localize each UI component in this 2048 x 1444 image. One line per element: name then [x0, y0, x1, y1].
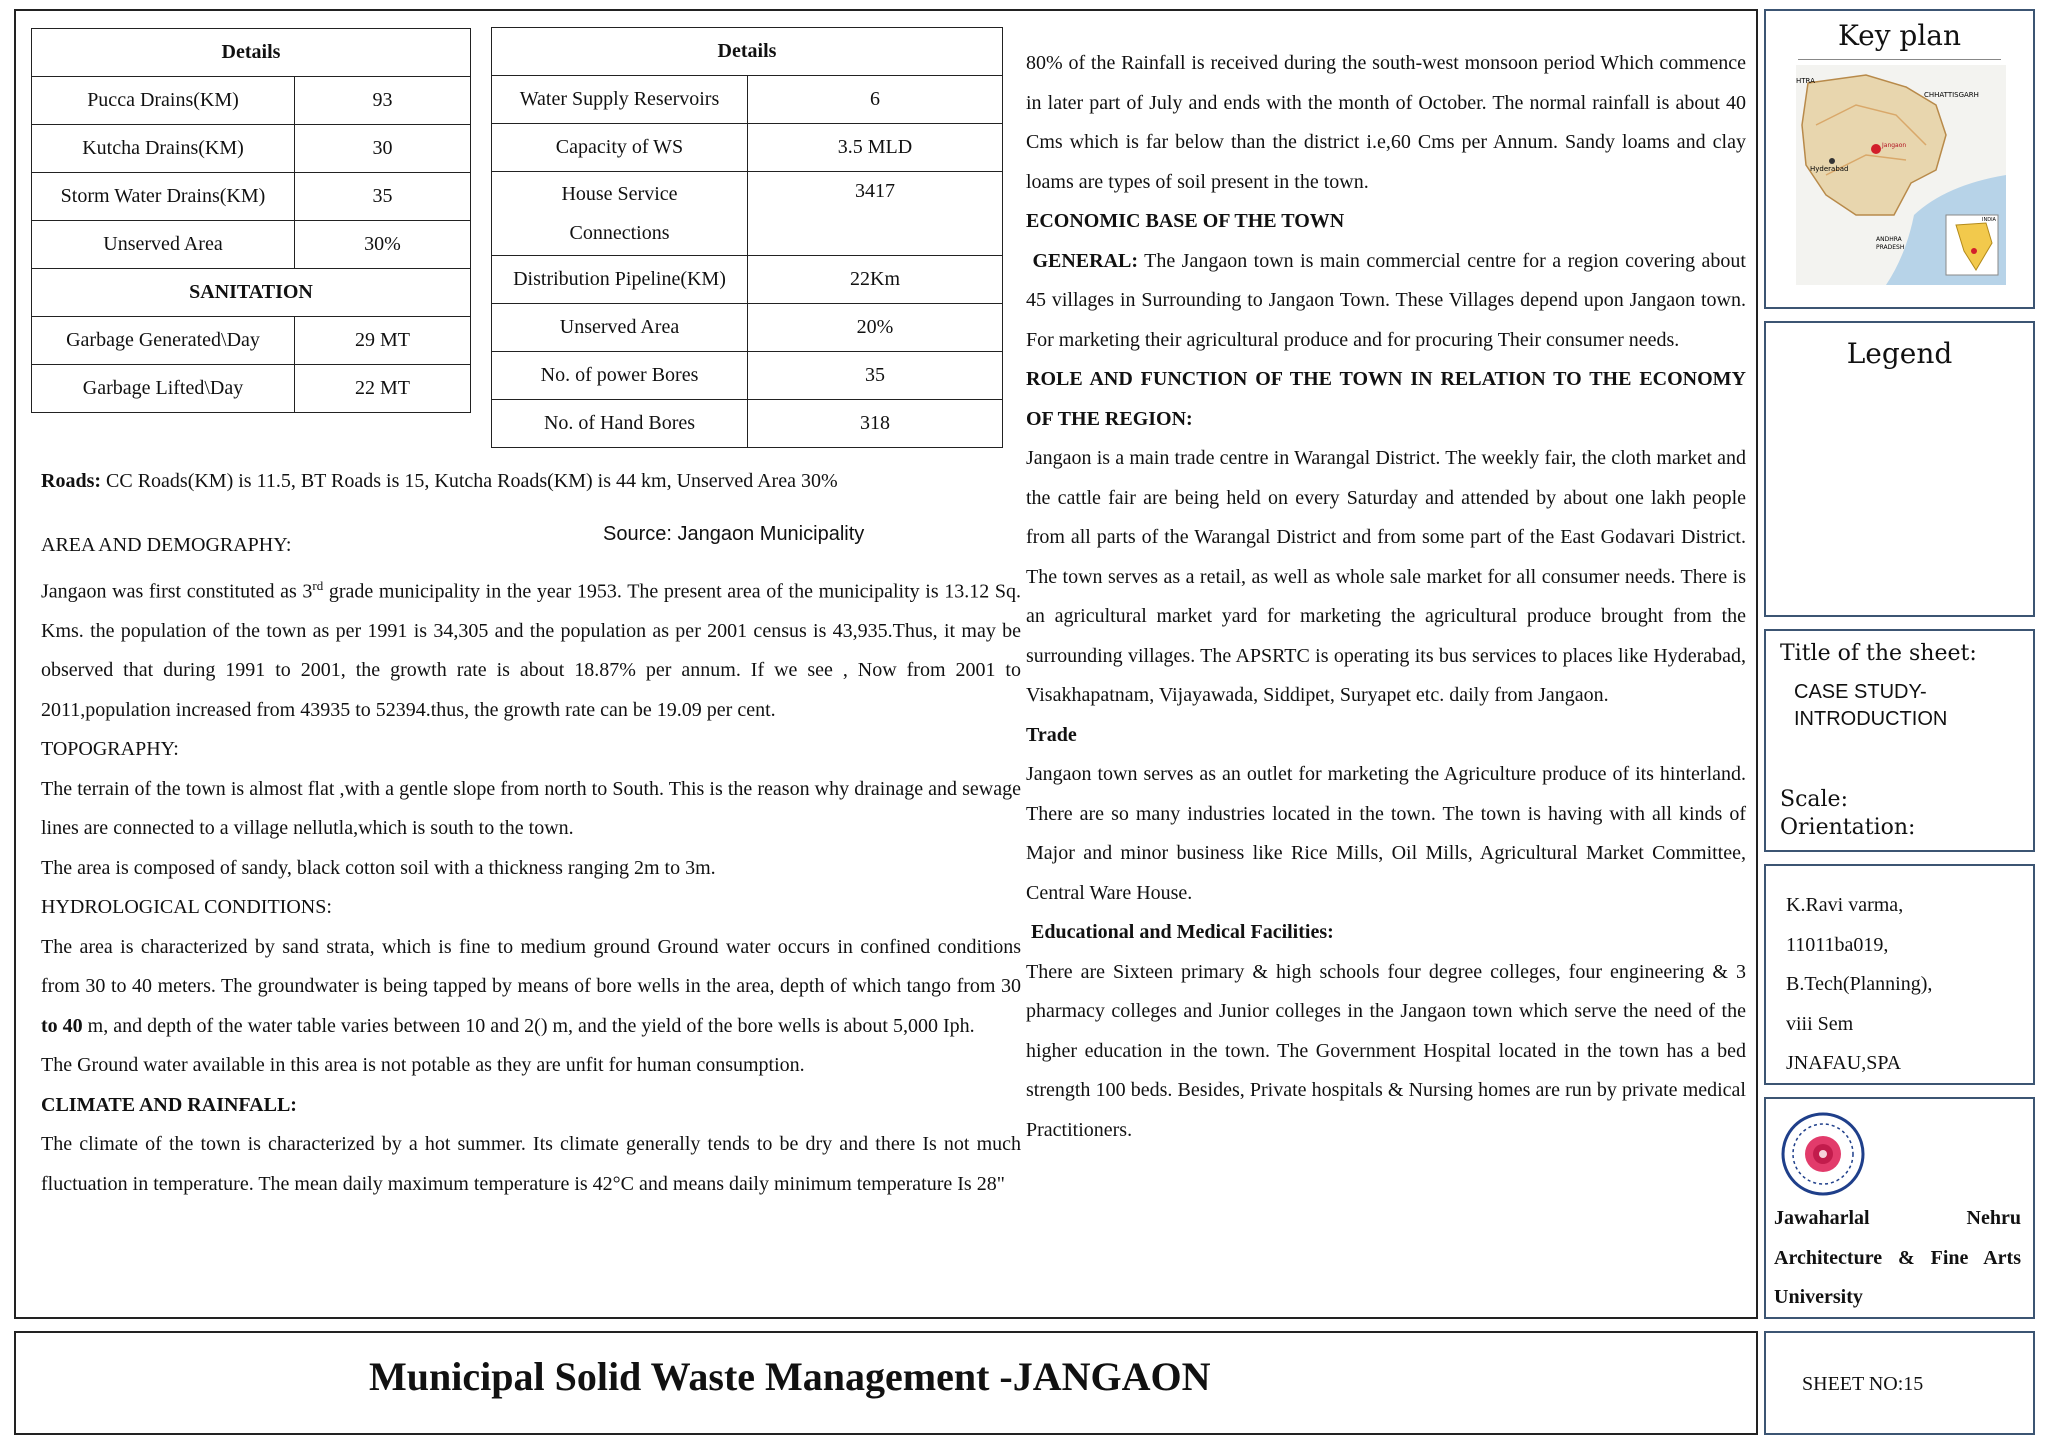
orientation-label: Orientation:: [1780, 815, 1916, 840]
university-name: Jawaharlal Nehru Architecture & Fine Arts University: [1774, 1207, 2021, 1308]
university-logo: [1780, 1111, 1866, 1197]
svg-text:PRADESH: PRADESH: [1876, 244, 1905, 251]
sanitation-header: SANITATION: [32, 269, 471, 317]
sheet-title-box: [1764, 629, 2035, 852]
rainfall-paragraph: 80% of the Rainfall is received during the south-west monsoon period Which commence in later part of July and ends with the month of October. The normal rainfall is about 40 Cms which is far below than the district i.e,60 Cms per Annum. Sandy loams and clay loams are types of soil present in the town.: [1026, 52, 1746, 193]
table-row: House Service Connections 3417: [492, 172, 1003, 256]
svg-text:INDIA: INDIA: [1982, 217, 1996, 223]
right-column-text: [1026, 44, 1746, 1150]
author-details: K.Ravi varma, 11011ba019, B.Tech(Planning), viii Sem JNAFAU,SPA: [1786, 894, 1933, 1074]
economic-base-heading: ECONOMIC BASE OF THE TOWN: [1026, 210, 1345, 232]
svg-text:Hyderabad: Hyderabad: [1810, 165, 1849, 173]
groundwater-paragraph: The Ground water available in this area is not potable as they are unfit for human consumption.: [41, 1054, 805, 1077]
telangana-key-map: [1796, 65, 2006, 285]
main-title: Municipal Solid Waste Management -JANGAON: [369, 1354, 1211, 1399]
legend-title: Legend: [1846, 337, 1953, 370]
table-row: Garbage Generated\Day 29 MT: [32, 317, 471, 365]
source-note: Source: Jangaon Municipality: [603, 523, 865, 545]
svg-text:CHHATTISGARH: CHHATTISGARH: [1924, 91, 1979, 99]
role-function-heading: ROLE AND FUNCTION OF THE TOWN IN RELATION TO THE ECONOMY OF THE REGION:: [1026, 368, 1746, 430]
role-paragraph: Jangaon is a main trade centre in Warangal District. The weekly fair, the cloth market and the cattle fair are being held on every Saturday and attended by about one lakh people from all parts of the Warangal District and from some part of the East Godavari District. The town serves as a retail, as well as whole sale market for all consumer needs. There is an agricultural market yard for marketing the agricultural produce brought from the surrounding villages. The APSRTC is operating its bus services to places like Hyderabad, Visakhapatnam, Vijayawada, Siddipet, Suryapet etc. daily from Jangaon.: [1026, 447, 1746, 706]
table-row: Garbage Lifted\Day 22 MT: [32, 365, 471, 413]
area-heading: AREA AND DEMOGRAPHY:: [41, 534, 292, 556]
key-plan-box: [1764, 9, 2035, 309]
table-row: Unserved Area 20%: [492, 304, 1003, 352]
scale-label: Scale:: [1780, 787, 1848, 812]
topography-paragraph: The terrain of the town is almost flat ,with a gentle slope from north to South. This is the reason why drainage and sewage lines are connected to a village nellutla,which is south to the town.: [41, 777, 1021, 840]
table-header: Details: [492, 28, 1003, 76]
author-box: [1764, 864, 2035, 1085]
left-column-text: [41, 526, 1021, 1204]
climate-paragraph: The climate of the town is characterized by a hot summer. Its climate generally tends to be dry and there Is not much fluctuation in temperature. The mean daily maximum temperature is 42°C and means daily minimum temperature Is 28": [41, 1133, 1021, 1195]
table-row: No. of Hand Bores 318: [492, 400, 1003, 448]
sheet-number: SHEET NO:15: [1802, 1373, 1924, 1395]
svg-text:ANDHRA: ANDHRA: [1876, 236, 1902, 243]
legend-box: [1764, 321, 2035, 617]
table-row: No. of power Bores 35: [492, 352, 1003, 400]
table-row: Distribution Pipeline(KM) 22Km: [492, 256, 1003, 304]
topography-heading: TOPOGRAPHY:: [41, 738, 179, 761]
soil-paragraph: The area is composed of sandy, black cotton soil with a thickness ranging 2m to 3m.: [41, 856, 716, 879]
table-row: Capacity of WS 3.5 MLD: [492, 124, 1003, 172]
drainage-sanitation-table: [31, 28, 471, 413]
hydrology-heading: HYDROLOGICAL CONDITIONS:: [41, 896, 332, 919]
table-row: Storm Water Drains(KM) 35: [32, 173, 471, 221]
trade-heading: Trade: [1026, 723, 1077, 746]
area-paragraph: Jangaon was first constituted as 3rd grade municipality in the year 1953. The present area of the municipality is 13.12 Sq. Kms. the population of the town as per 1991 is 34,305 and the population as per 2001 census is 43,935.Thus, it may be observed that during 1991 to 2001, the growth rate is about 18.87% per annum. If we see , Now from 2001 to 2011,population increased from 43935 to 52394.thus, the growth rate can be 19.09 per cent.: [41, 577, 1022, 721]
sheet-number-box: [1764, 1331, 2035, 1435]
table-header: Details: [32, 29, 471, 77]
main-title-box: [14, 1331, 1758, 1435]
sheet-title-label: Title of the sheet:: [1780, 641, 1977, 666]
general-paragraph: GENERAL: The Jangaon town is main commercial centre for a region covering about 45 villages in Surrounding to Jangaon Town. These Villages depend upon Jangaon town. For marketing their agricultural produce and for procuring Their consumer needs.: [1026, 249, 1746, 351]
svg-text:Jangaon: Jangaon: [1882, 142, 1907, 149]
climate-heading: CLIMATE AND RAINFALL:: [41, 1093, 297, 1116]
table-row: Kutcha Drains(KM) 30: [32, 125, 471, 173]
water-supply-table: [491, 27, 1003, 448]
hydrology-paragraph: The area is characterized by sand strata, which is fine to medium ground Ground water occurs in confined conditions from 30 to 40 meters. The groundwater is being tapped by means of bore wells in the area, depth of which tango from 30 to 40 m, and depth of the water table varies between 10 and 2() m, and the yield of the bore wells is about 5,000 Iph.: [41, 935, 1021, 1037]
table-row: Pucca Drains(KM) 93: [32, 77, 471, 125]
education-heading: Educational and Medical Facilities:: [1031, 921, 1334, 943]
sheet-title-value: CASE STUDY- INTRODUCTION: [1794, 681, 1948, 730]
table-row: Water Supply Reservoirs 6: [492, 76, 1003, 124]
table-row: Unserved Area 30%: [32, 221, 471, 269]
education-paragraph: There are Sixteen primary & high schools four degree colleges, four engineering & 3 pharmacy colleges and Junior colleges in the Jangaon town which serve the need of the higher education in the town. The Government Hospital located in the town has a bed strength 100 beds. Besides, Private hospitals & Nursing homes are run by private medical Practitioners.: [1026, 960, 1746, 1141]
trade-paragraph: Jangaon town serves as an outlet for marketing the Agriculture produce of its hinterland. There are so many industries located in the town. The town is having with all kinds of Major and minor business like Rice Mills, Oil Mills, Agricultural Market Committee, Central Ware House.: [1026, 763, 1746, 904]
key-plan-title: Key plan: [1837, 19, 1962, 52]
key-plan-divider: [1798, 59, 2001, 60]
roads-summary: Roads: CC Roads(KM) is 11.5, BT Roads is 15, Kutcha Roads(KM) is 44 km, Unserved Area 30%: [41, 470, 838, 492]
svg-text:HTRA: HTRA: [1796, 77, 1815, 85]
university-box: [1764, 1097, 2035, 1319]
